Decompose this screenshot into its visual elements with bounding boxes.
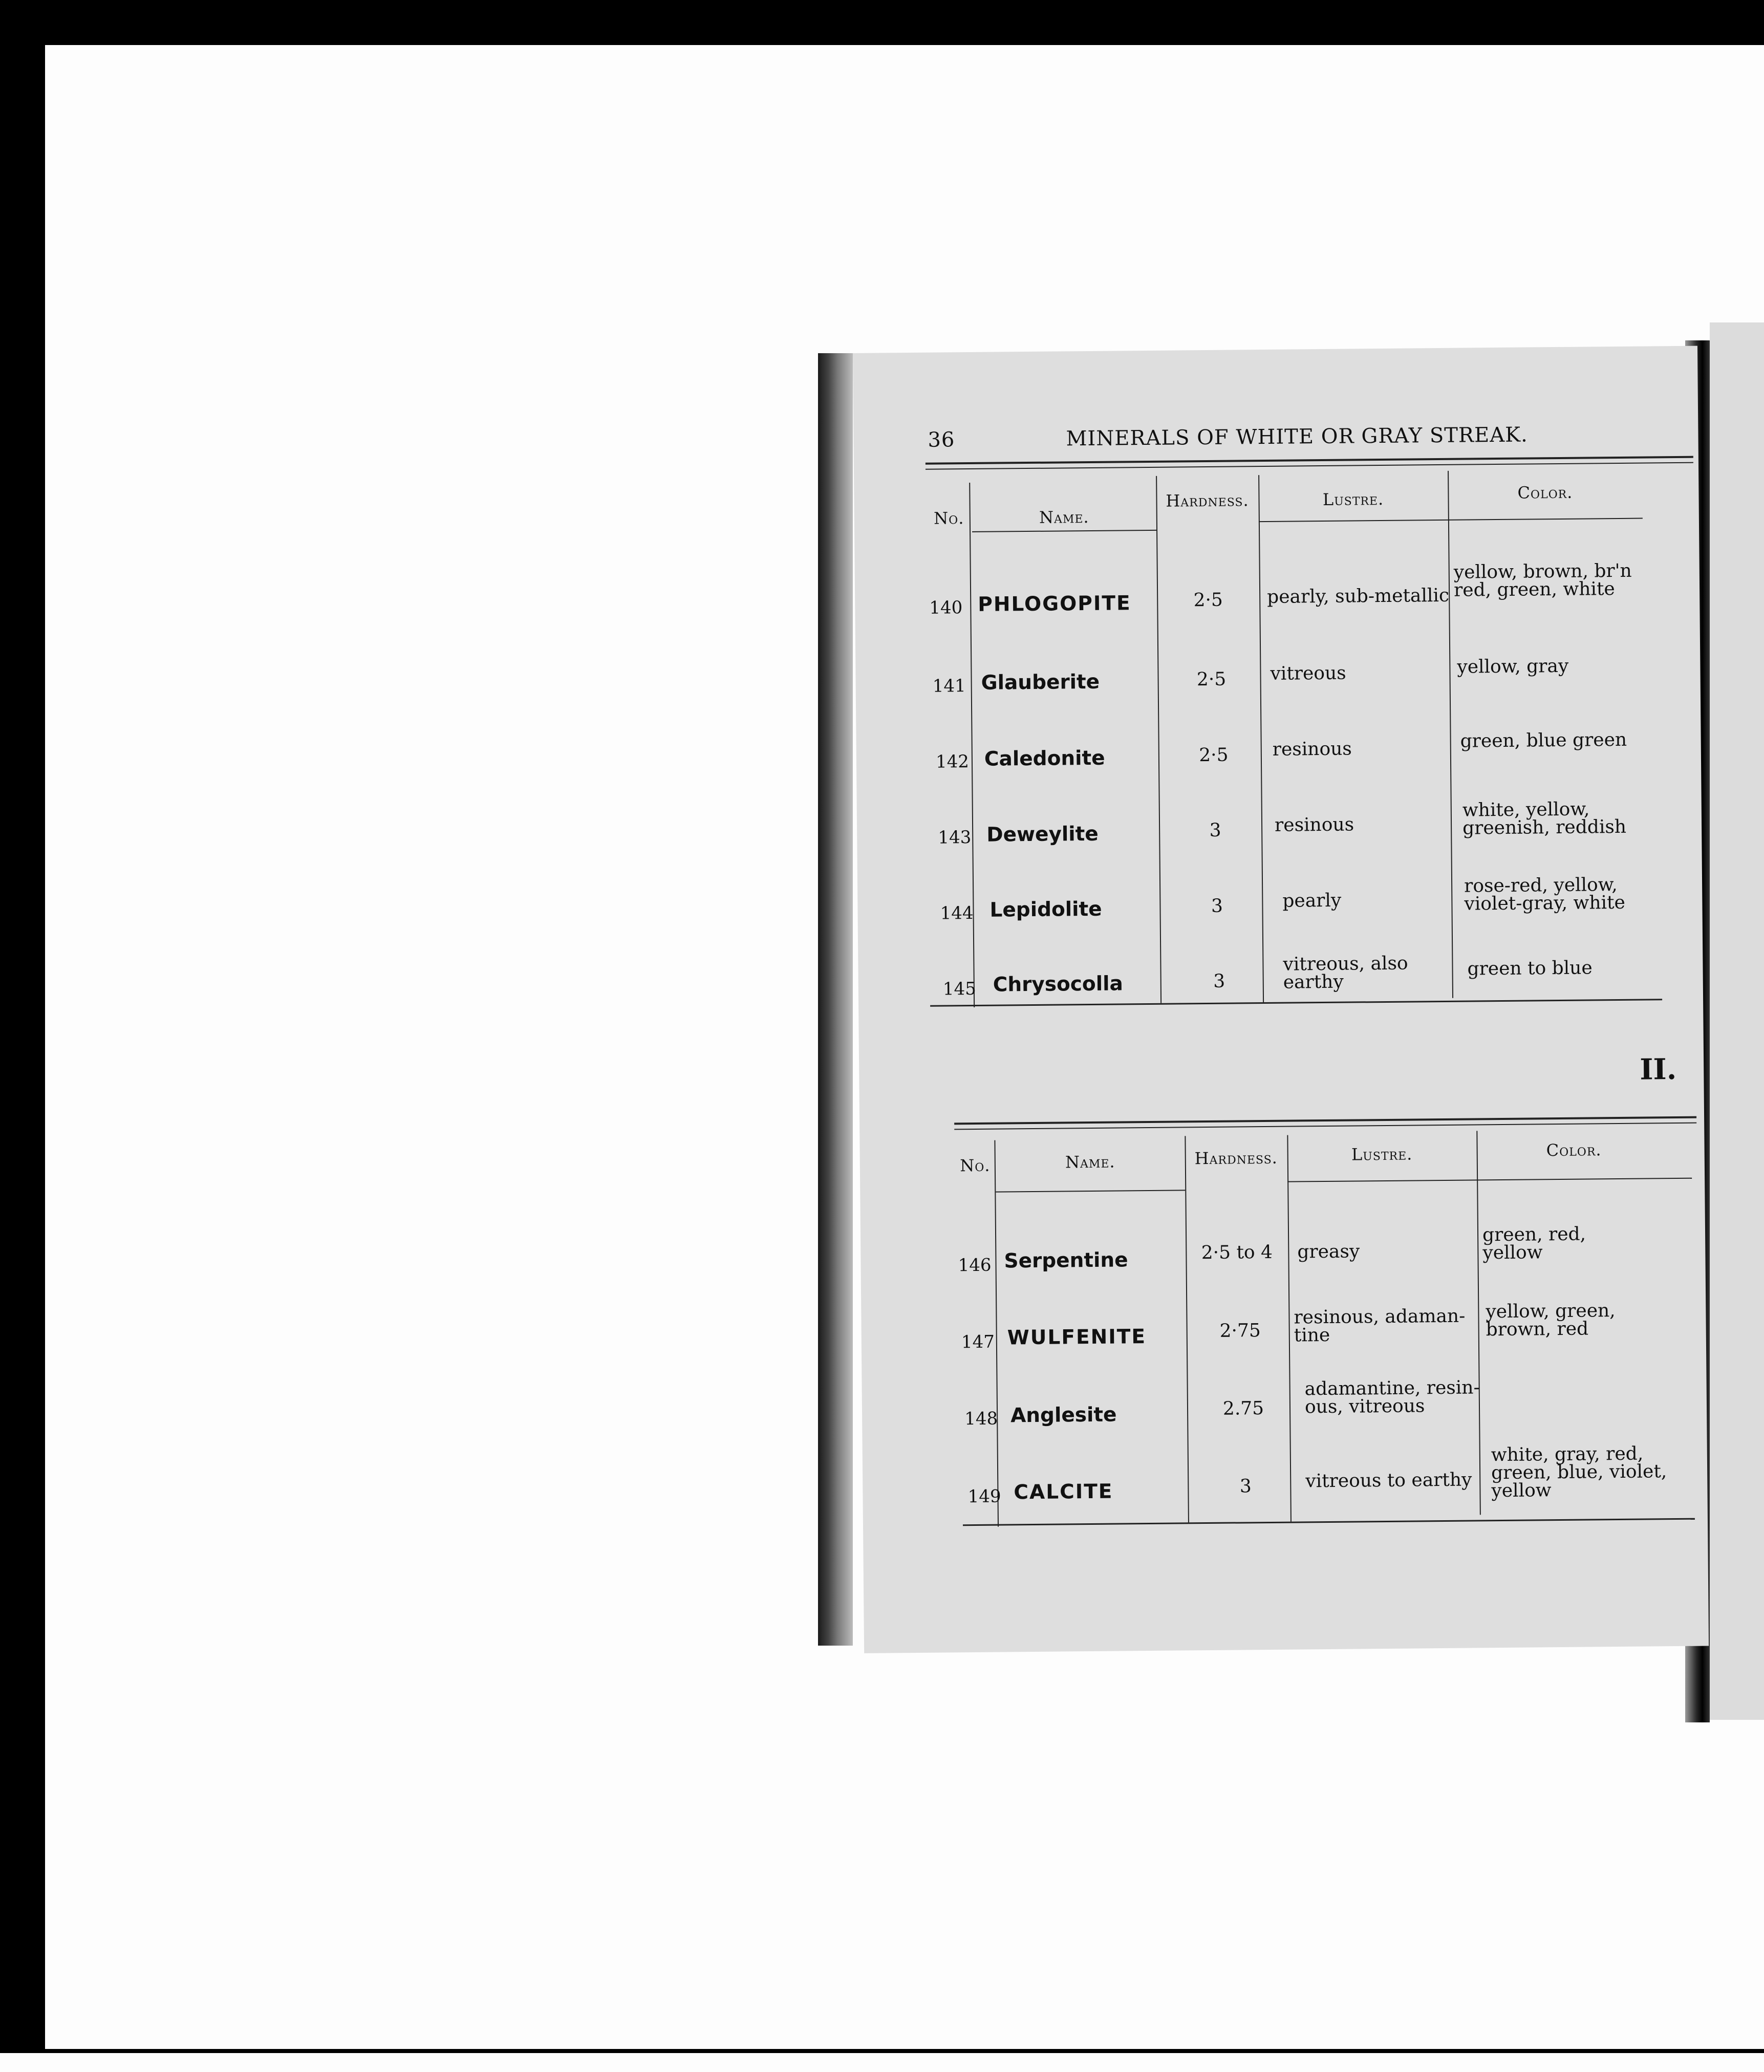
row-no: 148 [964,1408,998,1430]
mineral-name: Serpentine [1004,1248,1128,1273]
lustre-header-rule [1287,1178,1692,1182]
col-divider [1476,1131,1481,1515]
col-divider [1185,1136,1189,1522]
header-no: No. [934,508,964,528]
mineral-name: Lepidolite [989,897,1102,922]
header-lustre: Lustre. [1351,1144,1413,1164]
col-divider [969,483,975,1007]
color-line: yellow [1482,1242,1543,1264]
hardness: 2·5 [1199,744,1229,766]
mineral-name: Anglesite [1010,1403,1117,1428]
scan-bottom-edge [0,2049,1764,2072]
lustre-line: ous, vitreous [1304,1395,1425,1418]
color-line: green to blue [1467,957,1593,980]
mineral-name: WULFENITE [1007,1325,1147,1350]
row-no: 149 [967,1486,1001,1507]
color-line: violet-gray, white [1464,892,1626,915]
color-line: brown, red [1486,1318,1589,1341]
name-header-rule [996,1190,1185,1192]
lustre-header-rule [1259,518,1643,523]
page-number: 36 [928,428,955,452]
header-name: Name. [1039,507,1089,527]
hardness: 2.75 [1222,1398,1264,1419]
col-divider [1156,476,1161,1003]
lustre-line: adamantine, resin- [1304,1377,1480,1400]
color-line: yellow, brown, br'n [1453,560,1632,583]
color-line: white, gray, red, [1491,1443,1644,1466]
hardness: 3 [1213,970,1225,992]
header-lustre: Lustre. [1322,489,1384,510]
color-line: greenish, reddish [1462,816,1627,839]
mineral-name: PHLOGOPITE [978,592,1131,616]
header-name: Name. [1065,1152,1115,1172]
page-header [928,422,1670,452]
hardness: 2·75 [1219,1320,1261,1342]
color-line: green, blue green [1460,729,1627,752]
header-hardness: Hardness. [1166,490,1249,511]
lustre: pearly, sub-metallic [1267,585,1450,608]
row-no: 141 [932,676,966,697]
mineral-name: CALCITE [1014,1480,1113,1504]
color-line: yellow, gray [1457,655,1569,678]
mineral-name: Glauberite [981,670,1100,695]
bottom-rule [963,1518,1695,1526]
lustre: resinous [1272,738,1352,760]
name-header-rule [972,530,1156,532]
bottom-rule [930,999,1662,1006]
facing-page-edge [1710,322,1764,1720]
header-hardness: Hardness. [1194,1148,1278,1169]
lustre-line: tine [1294,1324,1330,1346]
row-no: 143 [938,827,972,848]
color-line: white, yellow, [1462,798,1590,821]
color-line: rose-red, yellow, [1464,874,1618,897]
mineral-name: Deweylite [986,822,1099,847]
row-no: 145 [942,978,977,1000]
lustre-line: earthy [1283,971,1344,993]
hardness: 3 [1239,1476,1252,1497]
header-color: Color. [1546,1140,1602,1160]
lustre-line: vitreous to earthy [1305,1469,1472,1492]
hardness: 3 [1211,895,1223,917]
header-no: No. [960,1155,991,1176]
lustre: pearly [1282,890,1342,912]
row-no: 144 [940,902,974,924]
col-divider [1448,471,1453,998]
row-no: 147 [961,1331,995,1353]
section-label: II. [1639,1052,1677,1087]
row-no: 140 [929,597,963,618]
color-line: yellow, green, [1486,1300,1616,1323]
hardness: 3 [1209,819,1221,841]
lustre: resinous [1274,814,1354,836]
lustre: vitreous [1270,662,1346,684]
color-line: green, red, [1482,1223,1586,1246]
book-page [853,346,1709,1653]
mineral-name: Chrysocolla [993,972,1123,997]
lustre-line: greasy [1297,1241,1360,1263]
running-title: MINERALS OF WHITE OR GRAY STREAK. [1066,423,1528,451]
color-line: yellow [1491,1480,1552,1502]
hardness: 2·5 to 4 [1201,1241,1273,1264]
minerals-table-2 [954,1116,1700,1533]
col-divider [994,1140,999,1527]
row-no: 142 [935,751,970,772]
header-color: Color. [1517,482,1573,503]
col-divider [1258,475,1264,1002]
minerals-table-1 [926,456,1698,1026]
lustre-line: vitreous, also [1283,953,1408,975]
lustre-line: resinous, adaman- [1294,1305,1466,1328]
row-no: 146 [958,1255,992,1276]
color-line: green, blue, violet, [1491,1461,1667,1484]
hardness: 2·5 [1193,589,1223,611]
mineral-name: Caledonite [984,746,1105,771]
color-line: red, green, white [1453,578,1615,601]
book-edge [818,353,853,1646]
hardness: 2·5 [1196,668,1227,690]
